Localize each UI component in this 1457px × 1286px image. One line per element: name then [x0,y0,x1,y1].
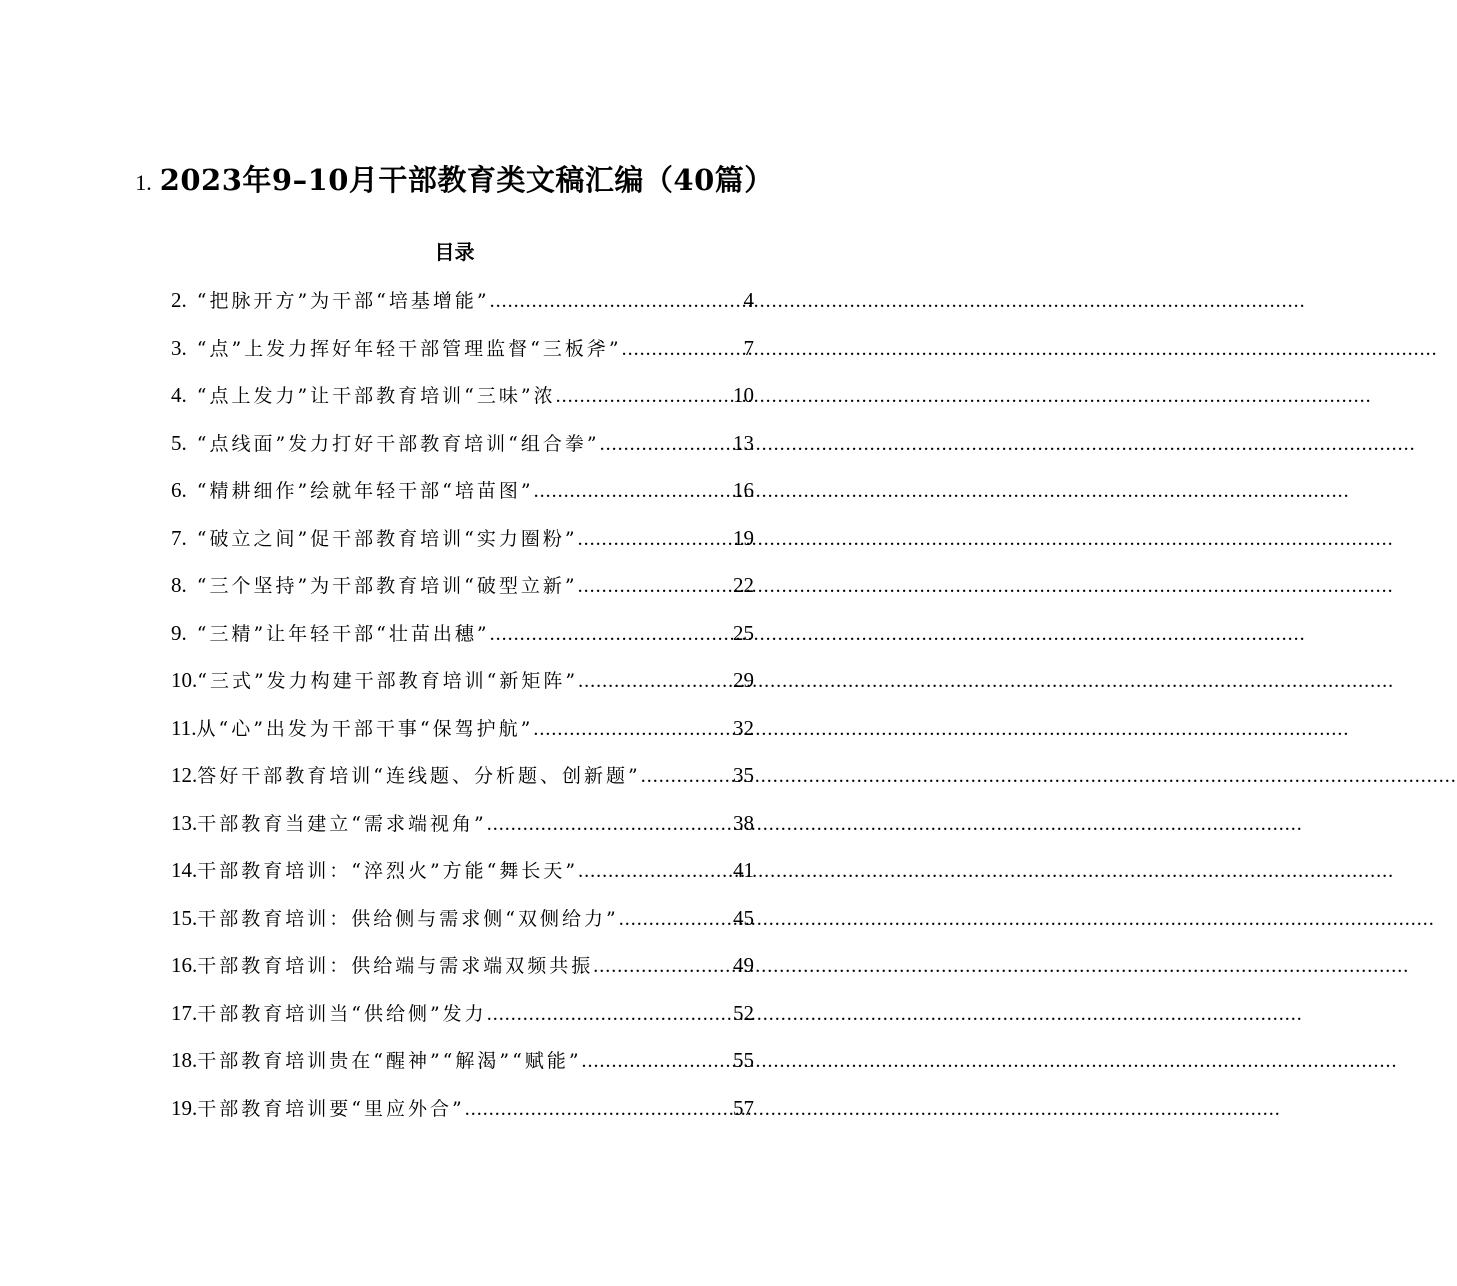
toc-entry[interactable] [171,714,754,762]
toc-leader-dots [582,1050,733,1073]
toc-entry-number: 17. [171,1000,198,1025]
toc-entry-title: “点线面”发力打好干部教育培训“组合拳” [196,432,600,455]
toc-entry-page: 29 [733,668,754,692]
toc-leader-dots [578,575,733,598]
toc-entry-number: 19. [171,1095,198,1120]
toc-entry-number: 15. [171,905,198,930]
toc-entry-title: 干部教育培训：“淬烈火”方能“舞长天” [197,860,579,882]
toc-entry-title: 从“心”出发为干部干事“保驾护航” [196,717,534,740]
toc-entry-title: “点”上发力挥好年轻干部管理监督“三板斧” [196,337,622,360]
toc-leader-dots [619,908,733,931]
toc-leader-dots [487,1003,733,1026]
toc-entry-number: 13. [171,810,198,835]
toc-entry-page: 49 [733,953,754,977]
toc-leader-dots [556,385,733,408]
toc-entry-title: “精耕细作”绘就年轻干部“培苗图” [196,480,534,502]
toc-entry-number: 4. [171,383,187,407]
toc-leader-dots [578,528,733,551]
toc-entry-number: 11. [171,715,197,740]
toc-entry[interactable] [171,999,754,1047]
toc-leader-dots [593,955,733,978]
toc-entry-page: 38 [733,810,754,835]
toc-entry-number: 2. [171,288,187,312]
toc-entry-title: “三式”发力构建干部教育培训“新矩阵” [197,670,579,692]
toc-entry[interactable] [171,951,754,999]
toc-leader-dots [578,670,733,693]
toc-entry-page: 13 [733,430,754,455]
toc-entry[interactable] [171,619,754,667]
toc-leader-dots [487,813,733,836]
toc-entry[interactable] [171,1046,754,1094]
toc-entry[interactable] [171,429,754,477]
title-text: 2023年9–10月干部教育类文稿汇编（40篇） [159,163,774,197]
toc-leader-dots [641,765,733,788]
toc-entry-number: 3. [171,335,187,360]
toc-entry-title: 干部教育培训贵在“醒神”“解渴”“赋能” [197,1050,582,1072]
toc-entry-page: 16 [733,478,754,502]
toc-entry-number: 10. [171,668,198,692]
toc-entry-title: 干部教育培训当“供给侧”发力 [197,1002,487,1025]
toc-leader-dots [533,718,733,741]
title-number: 1. [135,170,152,195]
toc-entry[interactable] [171,1094,754,1142]
toc-entry-number: 8. [171,573,187,597]
toc-entry-page: 52 [733,1000,754,1025]
toc-entry-title: 干部教育培训要“里应外合” [197,1097,465,1120]
toc-entry[interactable] [171,904,754,952]
toc-leader-dots [600,433,733,456]
toc-entry-page: 10 [733,383,754,407]
toc-entry-title: 干部教育培训：供给侧与需求侧“双侧给力” [197,907,619,930]
document-title [0,158,909,199]
toc-entry-number: 9. [171,620,187,645]
toc-entry-title: “破立之间”促干部教育培训“实力圈粉” [196,527,578,550]
toc-entry-title: “把脉开方”为干部“培基增能” [196,290,490,312]
toc-entry[interactable] [171,381,754,429]
toc-entry-page: 22 [733,573,754,597]
toc-entry-page: 35 [733,763,754,787]
toc-entry[interactable] [171,334,754,382]
toc-entry-title: “三个坚持”为干部教育培训“破型立新” [196,575,578,597]
toc-entry[interactable] [171,809,754,857]
toc-entry-title: “三精”让年轻干部“壮苗出穗” [196,622,490,645]
toc-entry-number: 14. [171,858,198,882]
toc-entry-title: 干部教育培训：供给端与需求端双频共振 [197,955,594,977]
toc-entry[interactable] [171,761,754,809]
toc-entry-page: 7 [743,335,754,360]
toc-entry-number: 7. [171,525,187,550]
toc-leader-dots [534,480,733,503]
toc-entry-title: 答好干部教育培训“连线题、分析题、创新题” [197,765,641,787]
toc-leader-dots [578,860,733,883]
toc-entry-number: 18. [171,1048,198,1072]
toc-entry[interactable] [171,571,754,619]
toc-entry-page: 41 [733,858,754,882]
toc-entry-number: 6. [171,478,187,502]
toc-leader-dots [622,338,744,361]
toc-leader-dots [490,623,733,646]
toc-entry-page: 45 [733,905,754,930]
toc-entry-page: 32 [733,715,754,740]
toc-entry[interactable] [171,286,754,334]
toc-leader-dots [465,1098,733,1121]
toc-entry-number: 16. [171,953,198,977]
toc-entry[interactable] [171,666,754,714]
toc-entry-number: 12. [171,763,198,787]
toc-leader-dots [490,290,744,313]
toc-entry[interactable] [171,476,754,524]
toc-entry-page: 25 [733,620,754,645]
toc-entry-page: 19 [733,525,754,550]
toc-entry-page: 55 [733,1048,754,1072]
toc-entry-title: 干部教育当建立“需求端视角” [197,812,487,835]
toc-entry-number: 5. [171,430,187,455]
toc-entry-page: 57 [733,1095,754,1120]
table-of-contents [171,286,754,1141]
toc-heading: 目录 [434,240,475,264]
toc-entry[interactable] [171,524,754,572]
toc-entry[interactable] [171,856,754,904]
toc-entry-page: 4 [743,288,754,312]
toc-entry-title: “点上发力”让干部教育培训“三味”浓 [196,385,556,407]
